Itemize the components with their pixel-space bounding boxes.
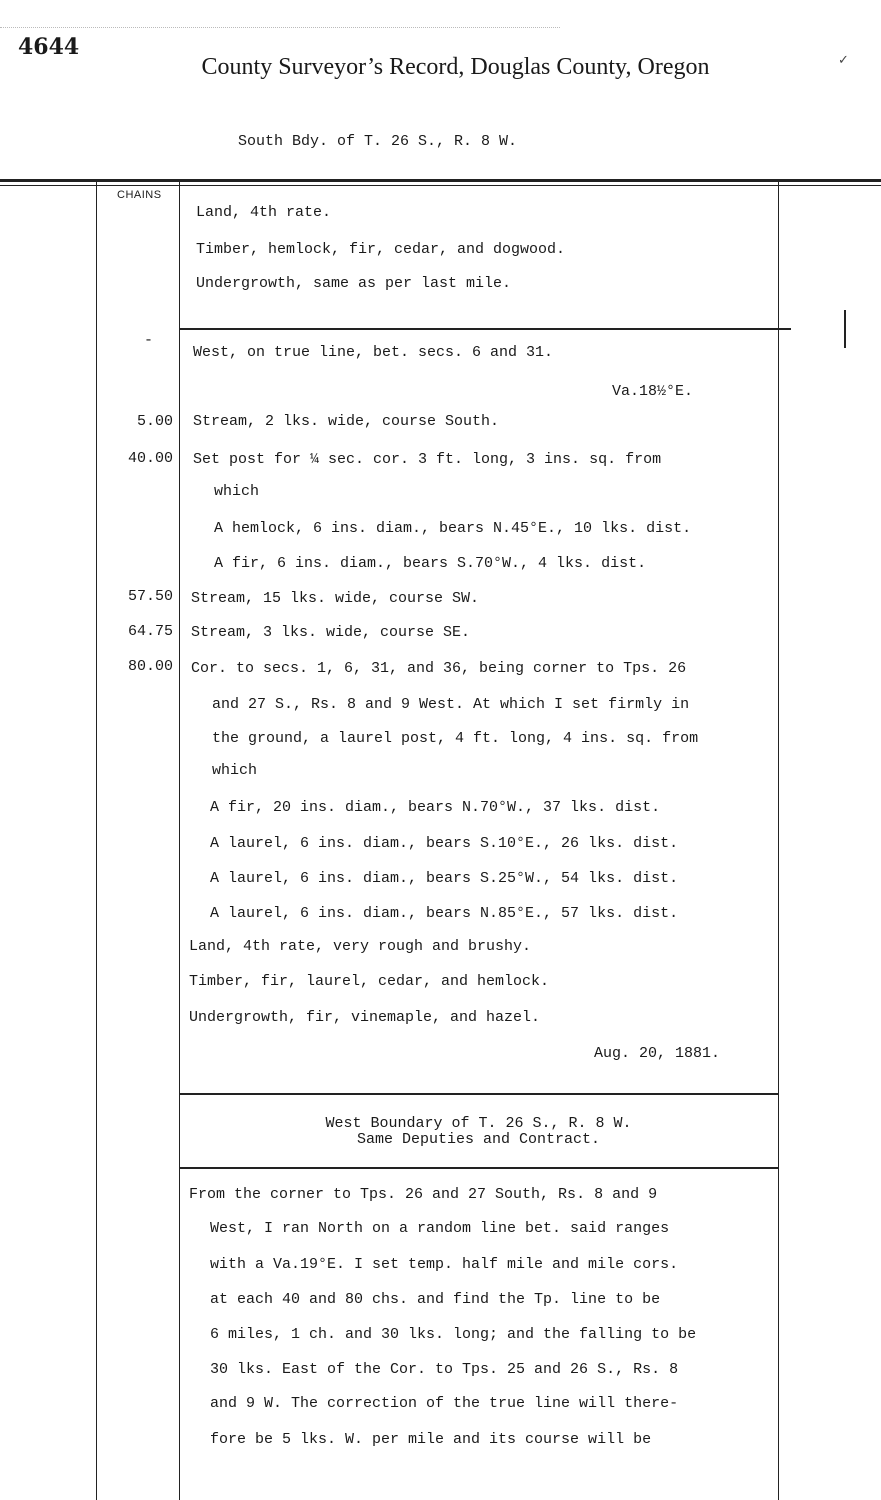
block-divider-1 [179, 328, 791, 330]
undergrowth-line: Undergrowth, same as per last mile. [196, 275, 512, 292]
block-divider-2 [179, 1093, 779, 1095]
entry-text: Stream, 2 lks. wide, course South. [193, 413, 500, 430]
narrative-line: From the corner to Tps. 26 and 27 South, Rs. 8 and 9 [189, 1186, 658, 1203]
west-boundary-heading: West Boundary of T. 26 S., R. 8 W. [325, 1115, 632, 1132]
entry-text: A fir, 6 ins. diam., bears S.70°W., 4 lks. dist. [214, 555, 647, 572]
entry-text: Undergrowth, fir, vinemaple, and hazel. [189, 1009, 541, 1026]
entry-text: Land, 4th rate, very rough and brushy. [189, 938, 532, 955]
narrative-line: at each 40 and 80 chs. and find the Tp. line to be [210, 1291, 661, 1308]
left-margin-rule [96, 182, 97, 1500]
block-divider-3 [179, 1167, 779, 1169]
chains-column-rule [179, 182, 180, 1500]
land-line: Land, 4th rate. [196, 204, 332, 221]
chains-value: 5.00 [136, 413, 173, 430]
chains-column-header: CHAINS [117, 189, 162, 201]
entry-text: A laurel, 6 ins. diam., bears S.10°E., 26 lks. dist. [210, 835, 679, 852]
entry-text: A fir, 20 ins. diam., bears N.70°W., 37 lks. dist. [210, 799, 661, 816]
margin-tick-mark [844, 310, 846, 348]
entry-text: which [214, 483, 260, 500]
narrative-line: fore be 5 lks. W. per mile and its course will be [210, 1431, 652, 1448]
entry-text: Set post for ¼ sec. cor. 3 ft. long, 3 ins. sq. from [193, 451, 662, 468]
record-title [0, 54, 881, 81]
entry-text: which [212, 762, 258, 779]
page-number: 4644 [18, 34, 80, 60]
record-title-text: County Surveyor’s Record, Douglas County, Oregon [201, 54, 710, 80]
right-border-rule [778, 182, 779, 1500]
timber-line: Timber, hemlock, fir, cedar, and dogwood. [196, 241, 566, 258]
narrative-line: and 9 W. The correction of the true line will there- [210, 1395, 679, 1412]
entry-text: A hemlock, 6 ins. diam., bears N.45°E., 10 lks. dist. [214, 520, 692, 537]
table-top-rule [0, 179, 881, 182]
narrative-line: 30 lks. East of the Cor. to Tps. 25 and 26 S., Rs. 8 [210, 1361, 679, 1378]
narrative-line: West, I ran North on a random line bet. said ranges [210, 1220, 670, 1237]
variation-text: Va.18½°E. [612, 383, 694, 400]
entry-text: Timber, fir, laurel, cedar, and hemlock. [189, 973, 550, 990]
chains-value: 40.00 [127, 450, 173, 467]
entry-text: the ground, a laurel post, 4 ft. long, 4 ins. sq. from [212, 730, 699, 747]
margin-check-mark: ✓ [838, 52, 849, 67]
deputies-contract-line: Same Deputies and Contract. [356, 1131, 601, 1148]
entry-date: Aug. 20, 1881. [594, 1045, 721, 1062]
entry-text: West, on true line, bet. secs. 6 and 31. [193, 344, 554, 361]
section-heading: South Bdy. of T. 26 S., R. 8 W. [238, 133, 518, 150]
table-top-rule-thin [0, 185, 881, 186]
entry-text: A laurel, 6 ins. diam., bears S.25°W., 54 lks. dist. [210, 870, 679, 887]
narrative-line: with a Va.19°E. I set temp. half mile and mile cors. [210, 1256, 679, 1273]
chains-value: 80.00 [127, 658, 173, 675]
entry-text: Cor. to secs. 1, 6, 31, and 36, being corner to Tps. 26 [191, 660, 687, 677]
entry-text: and 27 S., Rs. 8 and 9 West. At which I set firmly in [212, 696, 690, 713]
entry-text: Stream, 3 lks. wide, course SE. [191, 624, 471, 641]
entry-text: Stream, 15 lks. wide, course SW. [191, 590, 480, 607]
chains-value: 64.75 [127, 623, 173, 640]
entry-text: A laurel, 6 ins. diam., bears N.85°E., 57 lks. dist. [210, 905, 679, 922]
narrative-line: 6 miles, 1 ch. and 30 lks. long; and the falling to be [210, 1326, 697, 1343]
chains-value: 57.50 [127, 588, 173, 605]
top-dotted-rule [0, 27, 560, 28]
chains-bullet: - [144, 332, 154, 349]
